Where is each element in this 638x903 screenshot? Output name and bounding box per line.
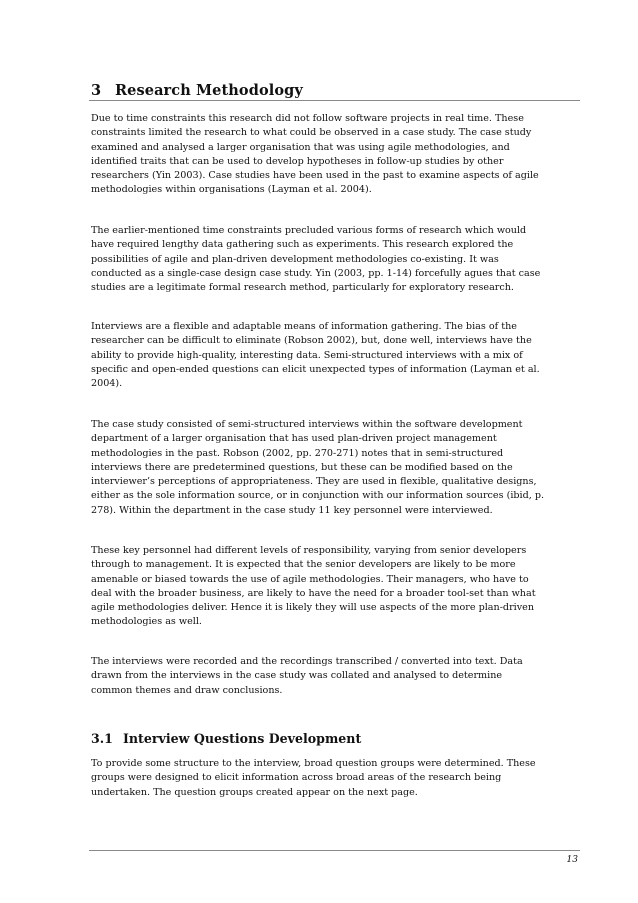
text-line: possibilities of agile and plan-driven development methodologies co-existing. It was: [91, 253, 499, 265]
text-line: Interviews are a flexible and adaptable means of information gathering. The bias of the: [91, 321, 517, 332]
text-line: either as the sole information source, or in conjunction with our information sources (ibid, p.: [91, 490, 545, 502]
text-line: 278). Within the department in the case study 11 key personnel were interviewed.: [91, 504, 493, 516]
text-line: have required lengthy data gathering such as experiments. This research explored the: [91, 239, 514, 251]
paragraph-2: [91, 224, 580, 295]
text-line: identified traits that can be used to develop hypotheses in follow-up studies by other: [91, 155, 504, 167]
subsection-paragraph: [91, 757, 580, 800]
text-line: These key personnel had different levels of responsibility, varying from senior developers: [91, 545, 527, 556]
heading-rule: [89, 100, 580, 101]
footer-rule: [89, 850, 580, 851]
subsection-heading: [91, 731, 581, 746]
paragraph-6: [91, 655, 580, 698]
paragraph-5: [91, 544, 580, 630]
text-line: ability to provide high-quality, interesting data. Semi-structured interviews with a mix of: [91, 349, 523, 361]
text-line: interviews there are predetermined questions, but these can be modified based on the: [91, 461, 513, 473]
text-line: examined and analysed a larger organisation that was using agile methodologies, and: [91, 141, 510, 153]
text-line: common themes and draw conclusions.: [91, 684, 283, 696]
text-line: 2004).: [91, 378, 123, 390]
text-line: The interviews were recorded and the recordings transcribed / converted into text. Data: [91, 656, 523, 667]
paragraph-1: [91, 112, 580, 198]
text-line: constraints limited the research to what could be observed in a case study. The case study: [91, 127, 532, 139]
text-line: through to management. It is expected that the senior developers are likely to be more: [91, 559, 516, 571]
text-line: To provide some structure to the interview, broad question groups were determined. These: [91, 758, 536, 769]
subsection-number: 3.1: [91, 731, 113, 746]
text-line: amenable or biased towards the use of agile methodologies. Their managers, who have to: [91, 573, 529, 585]
paragraph-4: [91, 418, 580, 518]
text-line: Due to time constraints this research did not follow software projects in real time. These: [91, 113, 524, 124]
text-line: drawn from the interviews in the case study was collated and analysed to determine: [91, 670, 503, 682]
section-heading: [91, 82, 581, 99]
text-line: researchers (Yin 2003). Case studies have been used in the past to examine aspects of agile: [91, 170, 539, 182]
text-line: interviewer’s perceptions of appropriateness. They are used in flexible, qualitative designs,: [91, 476, 537, 488]
text-line: agile methodologies deliver. Hence it is likely they will use aspects of the more plan-driven: [91, 602, 535, 614]
text-line: groups were designed to elicit information across broad areas of the research being: [91, 772, 502, 784]
subsection-title: Interview Questions Development: [123, 731, 362, 746]
text-line: methodologies in the past. Robson (2002, pp. 270-271) notes that in semi-structured: [91, 447, 504, 459]
text-line: methodologies within organisations (Layman et al. 2004).: [91, 184, 372, 196]
text-line: conducted as a single-case design case study. Yin (2003, pp. 1-14) forcefully agues that case: [91, 267, 541, 279]
section-number: 3: [91, 82, 102, 99]
text-line: researcher can be difficult to eliminate (Robson 2002), but, done well, interviews have the: [91, 335, 532, 347]
text-line: undertaken. The question groups created appear on the next page.: [91, 786, 418, 798]
section-title: Research Methodology: [115, 82, 303, 99]
page-number: 13: [566, 855, 578, 865]
text-line: methodologies as well.: [91, 616, 202, 628]
text-line: deal with the broader business, are likely to have the need for a broader tool-set than what: [91, 587, 536, 599]
text-line: studies are a legitimate formal research method, particularly for exploratory research.: [91, 282, 514, 294]
paragraph-3: [91, 320, 580, 391]
text-line: The case study consisted of semi-structured interviews within the software development: [91, 419, 523, 430]
text-line: The earlier-mentioned time constraints precluded various forms of research which would: [91, 225, 527, 236]
text-line: specific and open-ended questions can elicit unexpected types of information (Layman et al.: [91, 363, 540, 375]
text-line: department of a larger organisation that has used plan-driven project management: [91, 433, 497, 445]
